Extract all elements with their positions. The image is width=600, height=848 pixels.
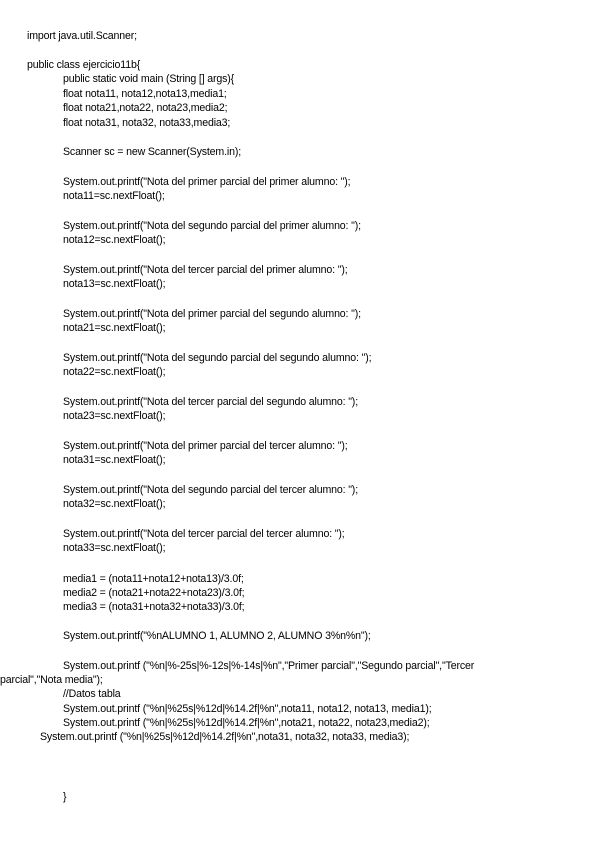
code-line-average-1: media1 = (nota11+nota12+nota13)/3.0f; [63, 573, 244, 585]
code-line-prompt-32: System.out.printf("Nota del segundo parcial del tercer alumno: "); [63, 484, 358, 496]
code-line-read-13: nota13=sc.nextFloat(); [63, 278, 166, 290]
code-line-read-12: nota12=sc.nextFloat(); [63, 234, 166, 246]
code-line-main-method: public static void main (String [] args){ [63, 73, 235, 85]
code-line-class-declaration: public class ejercicio11b{ [27, 59, 141, 71]
code-line-read-32: nota32=sc.nextFloat(); [63, 498, 166, 510]
code-line-prompt-21: System.out.printf("Nota del primer parcial del segundo alumno: "); [63, 308, 361, 320]
code-line-read-22: nota22=sc.nextFloat(); [63, 366, 166, 378]
code-line-read-23: nota23=sc.nextFloat(); [63, 410, 166, 422]
code-line-prompt-12: System.out.printf("Nota del segundo parcial del primer alumno: "); [63, 220, 361, 232]
code-line-declare-row-2: float nota21,nota22, nota23,media2; [63, 102, 228, 114]
code-line-prompt-11: System.out.printf("Nota del primer parcial del primer alumno: "); [63, 176, 351, 188]
code-line-average-2: media2 = (nota21+nota22+nota23)/3.0f; [63, 587, 245, 599]
code-line-table-row-3: System.out.printf ("%n|%25s|%12d|%14.2f|%n",nota31, nota32, nota33, media3); [40, 731, 410, 743]
code-line-prompt-22: System.out.printf("Nota del segundo parcial del segundo alumno: "); [63, 352, 372, 364]
code-line-read-11: nota11=sc.nextFloat(); [63, 190, 165, 202]
code-line-import: import java.util.Scanner; [27, 30, 137, 42]
code-line-table-header: System.out.printf ("%n|%-25s|%-12s|%-14s|%n","Primer parcial","Segundo parcial","Tercer [63, 660, 475, 672]
code-line-prompt-31: System.out.printf("Nota del primer parcial del tercer alumno: "); [63, 440, 348, 452]
code-line-prompt-13: System.out.printf("Nota del tercer parcial del primer alumno: "); [63, 264, 348, 276]
code-line-table-row-1: System.out.printf ("%n|%25s|%12d|%14.2f|%n",nota11, nota12, nota13, media1); [63, 703, 432, 715]
code-line-scanner: Scanner sc = new Scanner(System.in); [63, 146, 242, 158]
code-line-table-header-wrap: parcial","Nota media"); [0, 674, 103, 686]
code-line-comment: //Datos tabla [63, 688, 121, 700]
code-line-read-21: nota21=sc.nextFloat(); [63, 322, 166, 334]
code-line-prompt-23: System.out.printf("Nota del tercer parcial del segundo alumno: "); [63, 396, 358, 408]
code-line-declare-row-1: float nota11, nota12,nota13,media1; [63, 88, 227, 100]
code-line-prompt-33: System.out.printf("Nota del tercer parcial del tercer alumno: "); [63, 528, 345, 540]
code-line-table-row-2: System.out.printf ("%n|%25s|%12d|%14.2f|%n",nota21, nota22, nota23,media2); [63, 717, 430, 729]
code-line-read-31: nota31=sc.nextFloat(); [63, 454, 166, 466]
code-line-read-33: nota33=sc.nextFloat(); [63, 542, 166, 554]
code-line-closing-brace: } [63, 791, 67, 803]
code-line-average-3: media3 = (nota31+nota32+nota33)/3.0f; [63, 601, 245, 613]
code-line-declare-row-3: float nota31, nota32, nota33,media3; [63, 117, 231, 129]
code-line-header-print: System.out.printf("%nALUMNO 1, ALUMNO 2, ALUMNO 3%n%n"); [63, 630, 371, 642]
